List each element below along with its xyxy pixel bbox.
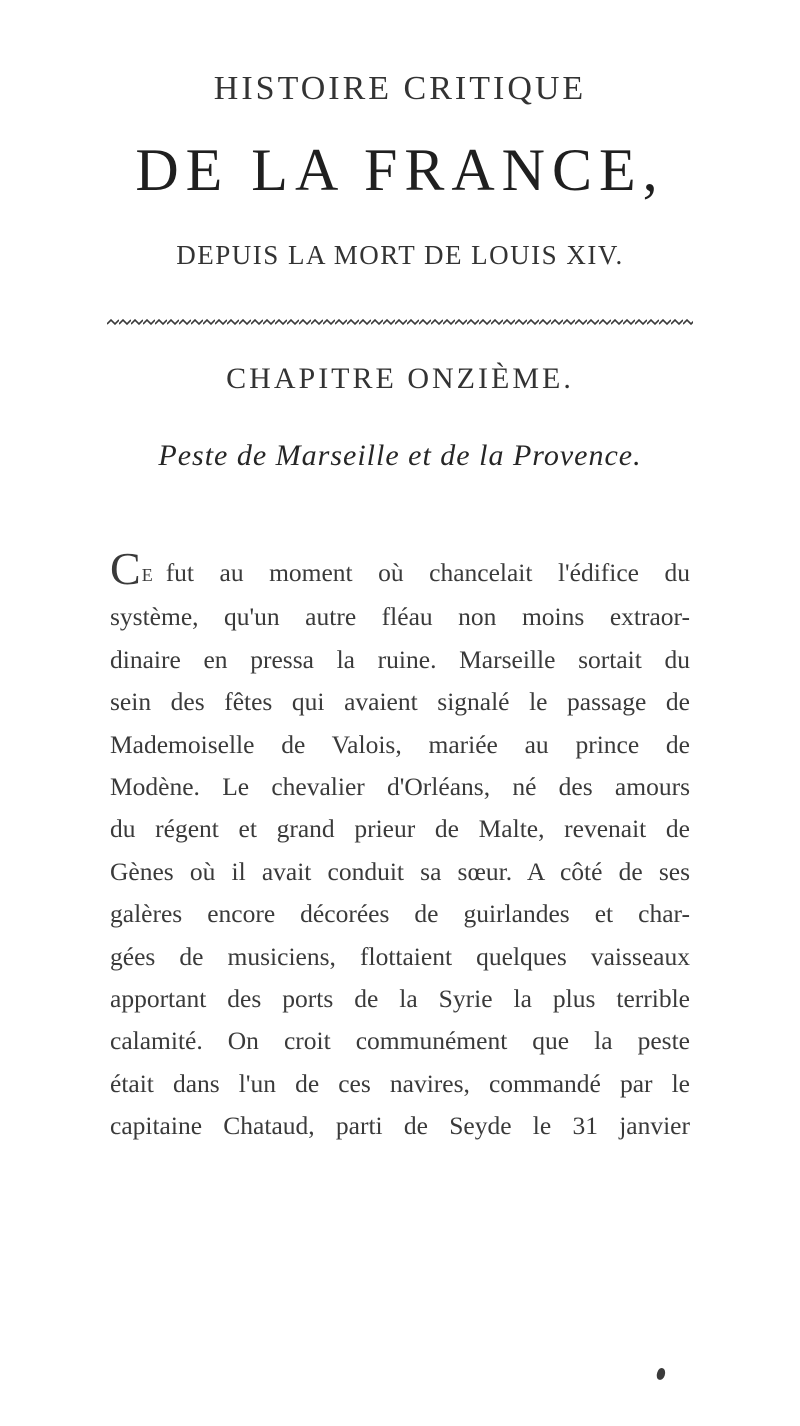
running-title: HISTOIRE CRITIQUE bbox=[213, 70, 587, 107]
drop-cap: C bbox=[110, 543, 141, 594]
body-line: du régent et grand prieur de Malte, revenait de bbox=[110, 814, 690, 844]
body-line: était dans l'un de ces navires, commandé par le bbox=[110, 1068, 690, 1098]
body-line bbox=[110, 543, 690, 596]
ornamental-rule bbox=[107, 318, 693, 326]
ink-spot-mark bbox=[655, 1367, 666, 1381]
body-line: sein des fêtes qui avaient signalé le passage de bbox=[110, 687, 690, 717]
body-line: capitaine Chataud, parti de Seyde le 31 janvier bbox=[110, 1111, 690, 1141]
body-paragraph bbox=[110, 543, 690, 1148]
body-line: Gènes où il avait conduit sa sœur. A côté de ses bbox=[110, 856, 690, 886]
body-line-text: fut au moment où chancelait l'édifice du bbox=[165, 558, 690, 587]
body-line: Mademoiselle de Valois, mariée au prince de bbox=[110, 729, 690, 759]
body-line: calamité. On croit communément que la peste bbox=[110, 1026, 690, 1056]
body-line: apportant des ports de la Syrie la plus terrible bbox=[110, 984, 690, 1014]
subtitle: DEPUIS LA MORT DE LOUIS XIV. bbox=[176, 240, 624, 270]
body-line: gées de musiciens, flottaient quelques vaisseaux bbox=[110, 941, 690, 971]
small-caps-letter: E bbox=[141, 565, 154, 585]
body-line: galères encore décorées de guirlandes et char- bbox=[110, 899, 690, 929]
chapter-title: Peste de Marseille et de la Provence. bbox=[158, 439, 642, 472]
body-line: système, qu'un autre fléau non moins extraor- bbox=[110, 602, 690, 632]
chapter-heading: CHAPITRE ONZIÈME. bbox=[226, 362, 574, 395]
body-line: Modène. Le chevalier d'Orléans, né des amours bbox=[110, 772, 690, 802]
body-line: dinaire en pressa la ruine. Marseille sortait du bbox=[110, 644, 690, 674]
main-title: DE LA FRANCE, bbox=[135, 137, 665, 203]
